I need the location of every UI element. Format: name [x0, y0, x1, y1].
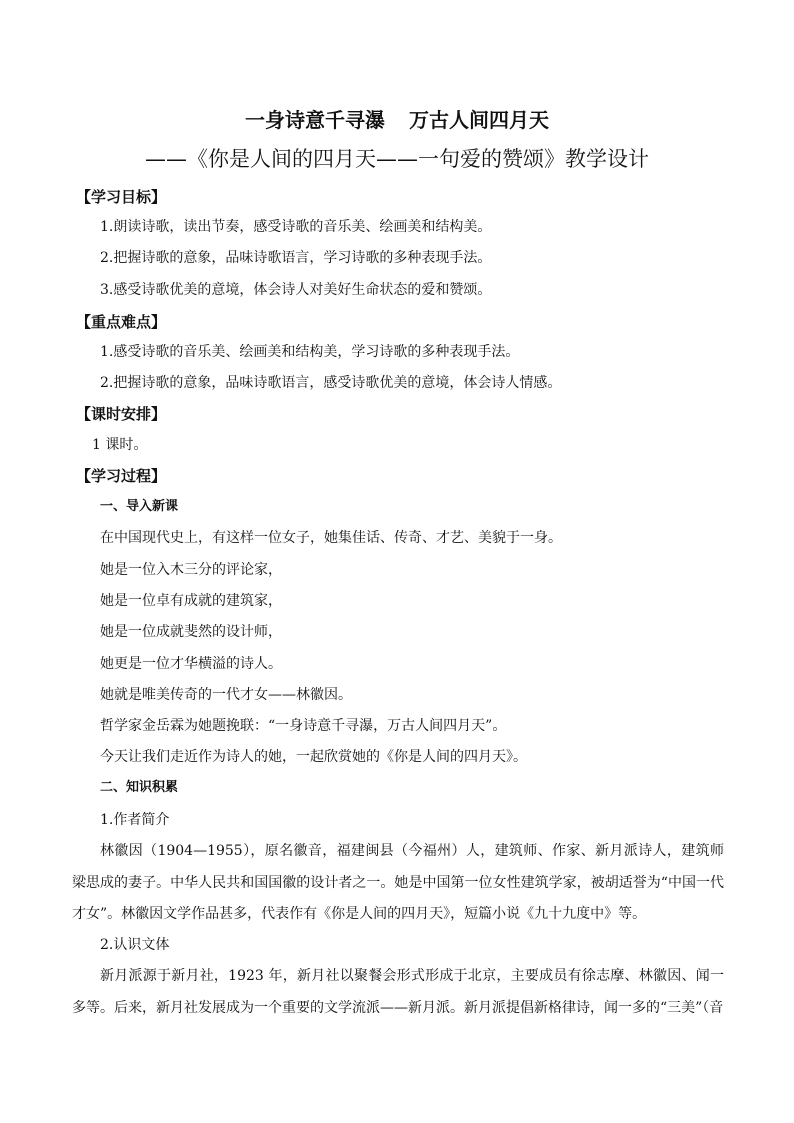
section-heading-schedule: 【课时安排】 [76, 405, 167, 423]
goal-item: 3.感受诗歌优美的意境，体会诗人对美好生命状态的爱和赞颂。 [100, 282, 492, 298]
schedule-text: 1 课时。 [92, 437, 148, 453]
section-heading-goals: 【学习目标】 [76, 188, 167, 206]
intro-line: 她更是一位才华横溢的诗人。 [100, 656, 282, 672]
intro-line: 今天让我们走近作为诗人的她，一起欣赏她的《你是人间的四月天》。 [100, 749, 527, 765]
genre-heading: 2.认识文体 [100, 937, 170, 953]
intro-line: 她就是唯美传奇的一代才女——林徽因。 [100, 687, 352, 703]
page-title [0, 104, 794, 133]
intro-line: 她是一位成就斐然的设计师， [100, 624, 282, 640]
section-heading-key-points: 【重点难点】 [76, 313, 167, 331]
goal-item: 2.把握诗歌的意象，品味诗歌语言，学习诗歌的多种表现手法。 [100, 250, 492, 266]
intro-line: 她是一位卓有成就的建筑家， [100, 593, 282, 609]
goal-item: 1.朗读诗歌，读出节奏，感受诗歌的音乐美、绘画美和结构美。 [100, 219, 492, 235]
key-point-item: 2.把握诗歌的意象，品味诗歌语言，感受诗歌优美的意境，体会诗人情感。 [100, 375, 562, 391]
genre-paragraph: 新月派源于新月社，1923 年，新月社以聚餐会形式形成于北京，主要成员有徐志摩、林徽因、闻一多等。后来，新月社发展成为一个重要的文学流派——新月派。新月派提倡新格律诗，闻一多的“三美”（音 [72, 968, 724, 1016]
intro-line: 她是一位入木三分的评论家， [100, 562, 282, 578]
intro-line: 在中国现代史上，有这样一位女子，她集佳话、传奇、才艺、美貌于一身。 [100, 530, 562, 546]
subheading-intro: 一、导入新课 [100, 499, 179, 514]
intro-line: 哲学家金岳霖为她题挽联：“一身诗意千寻瀑，万古人间四月天”。 [100, 718, 507, 734]
key-point-item: 1.感受诗歌的音乐美、绘画美和结构美，学习诗歌的多种表现手法。 [100, 344, 520, 360]
page-subtitle: ——《你是人间的四月天——一句爱的赞颂》教学设计 [145, 147, 649, 171]
subheading-knowledge: 二、知识积累 [100, 780, 179, 795]
title-left: 一身诗意千寻瀑 [245, 108, 385, 132]
author-heading: 1.作者简介 [100, 812, 170, 828]
author-paragraph: 林徽因（1904—1955），原名徽音，福建闽县（今福州）人，建筑师、作家、新月派诗人，建筑师梁思成的妻子。中华人民共和国国徽的设计者之一。她是中国第一位女性建筑学家，被胡适誉为“中国一代才女”。林徽因文学作品甚多，代表作有《你是人间的四月天》，短篇小说《九十九度中》等。 [72, 843, 724, 922]
title-right: 万古人间四月天 [409, 108, 549, 132]
section-heading-process: 【学习过程】 [76, 467, 167, 485]
